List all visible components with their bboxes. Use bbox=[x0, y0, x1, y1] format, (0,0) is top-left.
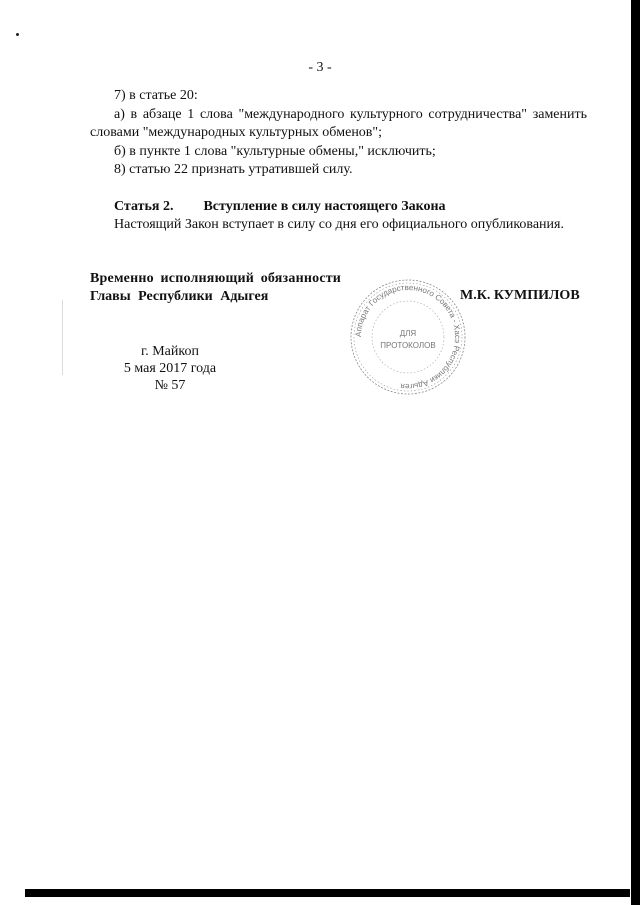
amendments-text bbox=[90, 87, 587, 235]
law-number: № 57 bbox=[154, 378, 186, 393]
place-date-block bbox=[90, 343, 250, 394]
article-text: Настоящий Закон вступает в силу со дня его официального опубликования. bbox=[114, 217, 564, 232]
amendment-item-7a: а) в абзаце 1 слова "международного культурного сотрудничества" заменить словами "международных культурных обменов"; bbox=[90, 106, 587, 140]
amendment-item-7: 7) в статье 20: bbox=[114, 88, 198, 103]
article-number: Статья 2. bbox=[114, 198, 174, 214]
amendment-item-8: 8) статью 22 признать утратившей силу. bbox=[114, 162, 353, 177]
signing-city: г. Майкоп bbox=[141, 344, 199, 359]
article-heading bbox=[90, 198, 587, 217]
scan-bottom-edge bbox=[25, 889, 630, 897]
signatory-position bbox=[90, 270, 350, 306]
stamp-ring-text: Аппарат Государственного Совета - Хасэ Республики Адыгея bbox=[353, 282, 463, 392]
signatory-position-line1: Временно исполняющий обязанности bbox=[90, 271, 342, 286]
signing-date: 5 мая 2017 года bbox=[123, 361, 217, 376]
scan-right-edge bbox=[631, 0, 640, 905]
amendment-item-7b: б) в пункте 1 слова "культурные обмены," исключить; bbox=[114, 143, 436, 159]
official-stamp bbox=[347, 278, 469, 396]
signatory-position-line2: Главы Республики Адыгея bbox=[90, 289, 269, 304]
scan-faint-line bbox=[62, 300, 63, 375]
scan-speck bbox=[16, 33, 19, 36]
stamp-center-line2: ПРОТОКОЛОВ bbox=[380, 341, 436, 350]
article-title: Вступление в силу настоящего Закона bbox=[203, 198, 446, 214]
stamp-center-line1: ДЛЯ bbox=[399, 329, 417, 338]
signer-name: М.К. КУМПИЛОВ bbox=[460, 288, 580, 303]
page-number: - 3 - bbox=[308, 60, 332, 75]
